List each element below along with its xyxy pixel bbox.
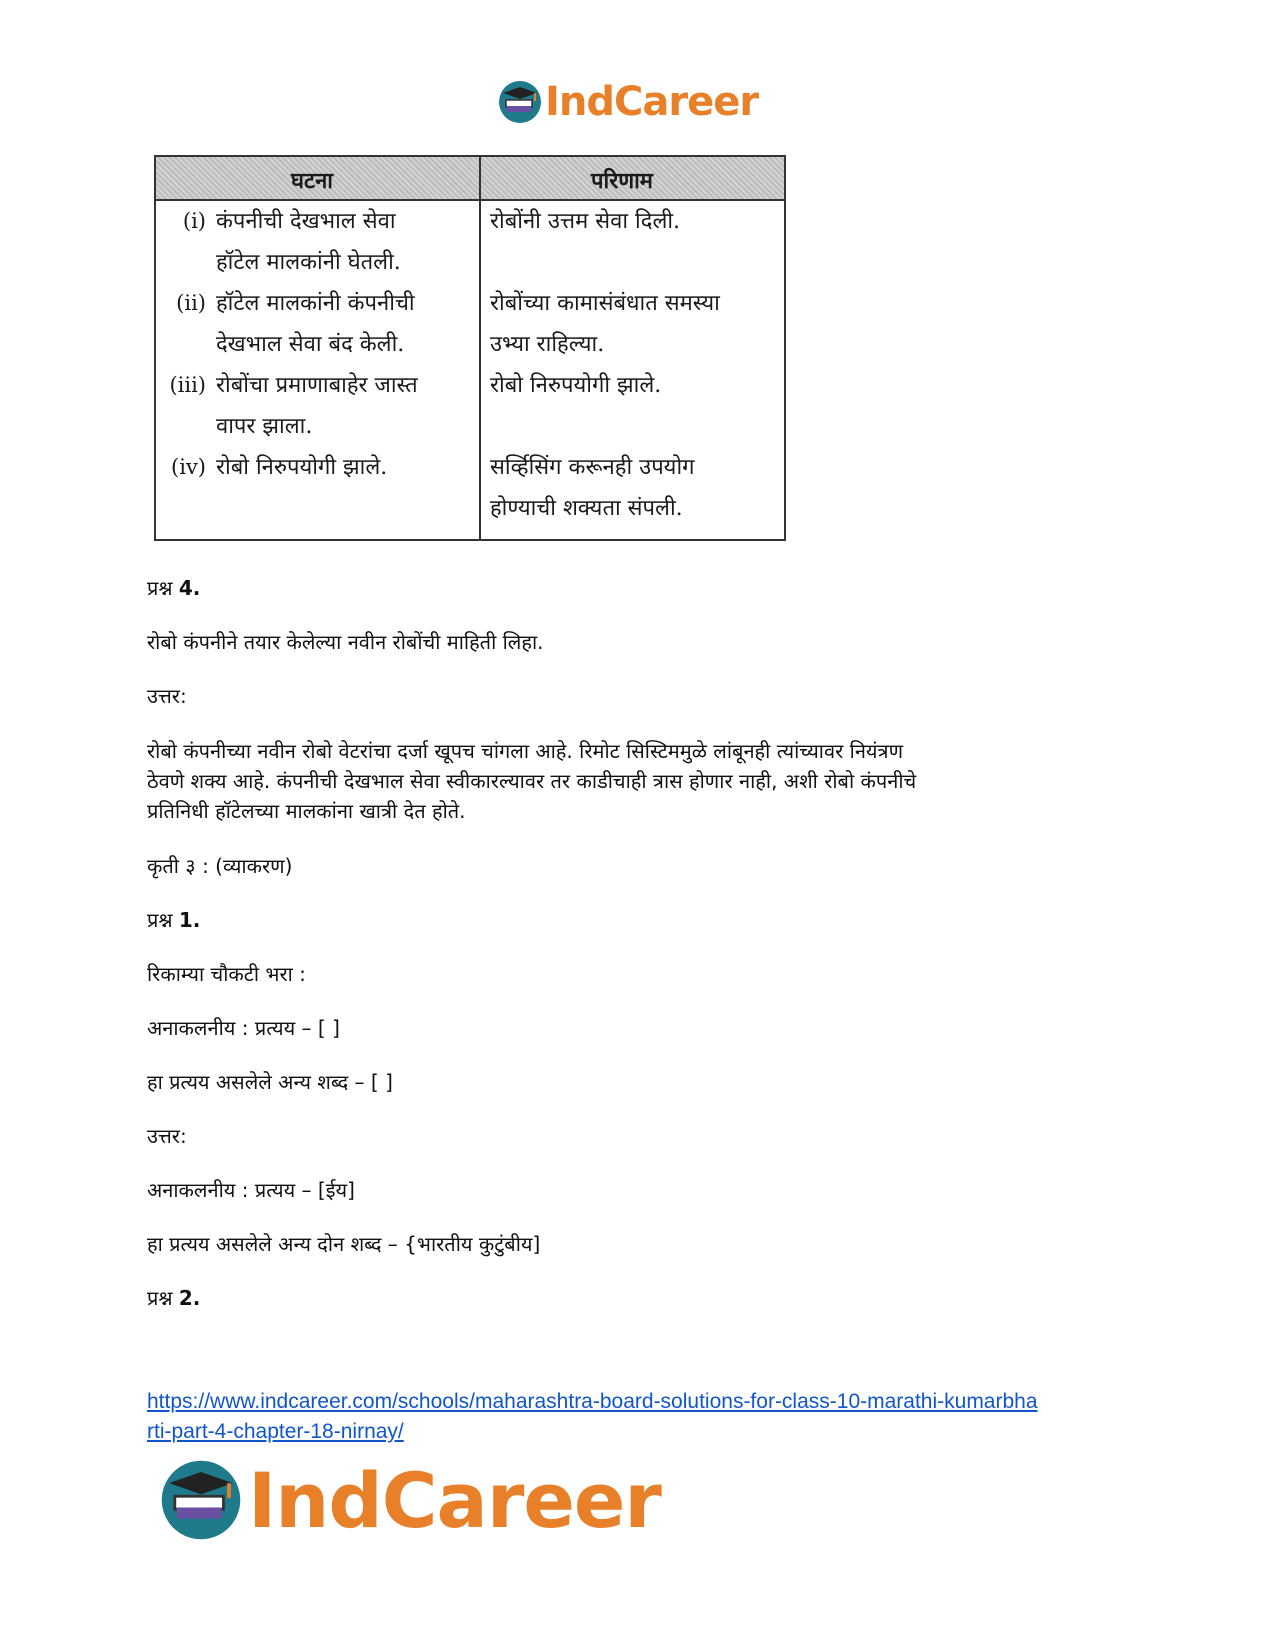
- answer-label: उत्तर:: [147, 684, 187, 708]
- question-1-text: रिकाम्या चौकटी भरा :: [147, 962, 306, 986]
- row-number: (i): [182, 209, 206, 233]
- answer-line: हा प्रत्यय असलेले अन्य दोन शब्द – {भारतीय कुटुंबीय]: [147, 1232, 541, 1256]
- result-cell: होण्याची शक्यता संपली.: [490, 496, 683, 521]
- question-1-heading: [147, 905, 1127, 935]
- answer-label: उत्तर:: [147, 1124, 187, 1148]
- activity-heading: [147, 851, 1127, 881]
- source-link-line[interactable]: https://www.indcareer.com/schools/maharashtra-board-solutions-for-class-10-marathi-kumarbha: [147, 1390, 1038, 1413]
- event-cell: हॉटेल मालकांनी कंपनीची: [216, 291, 415, 316]
- event-cell: देखभाल सेवा बंद केली.: [216, 332, 405, 357]
- question-4-text: रोबो कंपनीने तयार केलेल्या नवीन रोबोंची माहिती लिहा.: [147, 630, 544, 654]
- event-cell: कंपनीची देखभाल सेवा: [216, 209, 396, 234]
- answer-line: ठेवणे शक्य आहे. कंपनीची देखभाल सेवा स्वीकारल्यावर तर काडीचाही त्रास होणार नाही, अशी रोबो कंपनीचे: [147, 769, 917, 793]
- question-label: प्रश्न: [147, 908, 179, 932]
- result-cell: रोबो निरुपयोगी झाले.: [490, 373, 662, 398]
- event-cell: रोबोंचा प्रमाणाबाहेर जास्त: [216, 373, 418, 398]
- question-label: प्रश्न: [147, 576, 179, 600]
- result-cell: उभ्या राहिल्या.: [490, 332, 605, 357]
- event-cell: हॉटेल मालकांनी घेतली.: [216, 250, 401, 275]
- question-label: प्रश्न: [147, 1286, 179, 1310]
- source-link[interactable]: [147, 1387, 1107, 1447]
- indcareer-logo-top: [497, 76, 758, 128]
- table-header: [156, 157, 784, 201]
- event-result-table: [154, 155, 786, 541]
- logo-wordmark: IndCareer: [248, 1455, 661, 1545]
- logo-wordmark: IndCareer: [545, 79, 759, 125]
- blank-line: हा प्रत्यय असलेले अन्य शब्द – [ ]: [147, 1070, 393, 1094]
- answer-line: प्रतिनिधी हॉटेलच्या मालकांना खात्री देत होते.: [147, 799, 466, 823]
- event-cell: वापर झाला.: [216, 414, 313, 439]
- header-result: परिणाम: [591, 168, 653, 194]
- question-number: 4.: [178, 576, 201, 600]
- column-divider: [479, 157, 481, 539]
- row-number: (iv): [171, 455, 206, 479]
- question-4-heading: [147, 573, 1127, 603]
- source-link-line[interactable]: rti-part-4-chapter-18-nirnay/: [147, 1420, 404, 1443]
- result-cell: रोबोंच्या कामासंबंधात समस्या: [490, 291, 720, 316]
- graduation-book-icon: [158, 1457, 244, 1543]
- result-cell: रोबोंनी उत्तम सेवा दिली.: [490, 209, 681, 234]
- indcareer-logo-bottom: [158, 1452, 661, 1548]
- answer-line: रोबो कंपनीच्या नवीन रोबो वेटरांचा दर्जा खूपच चांगला आहे. रिमोट सिस्टिममुळे लांबूनही त्यांच्यावर नियंत्रण: [147, 739, 904, 763]
- answer-line: अनाकलनीय : प्रत्यय – [ईय]: [147, 1178, 355, 1202]
- result-cell: सर्व्हिसिंग करूनही उपयोग: [490, 455, 695, 480]
- blank-line: अनाकलनीय : प्रत्यय – [ ]: [147, 1016, 340, 1040]
- question-number: 1.: [178, 908, 201, 932]
- event-cell: रोबो निरुपयोगी झाले.: [216, 455, 388, 480]
- header-event: घटना: [291, 168, 333, 194]
- row-number: (ii): [176, 291, 206, 315]
- row-number: (iii): [169, 373, 206, 397]
- activity-subtitle: : (व्याकरण): [202, 854, 293, 878]
- question-number: 2.: [178, 1286, 201, 1310]
- question-2-heading: [147, 1283, 1127, 1313]
- graduation-book-icon: [497, 79, 543, 125]
- activity-label: कृती ३: [147, 854, 203, 878]
